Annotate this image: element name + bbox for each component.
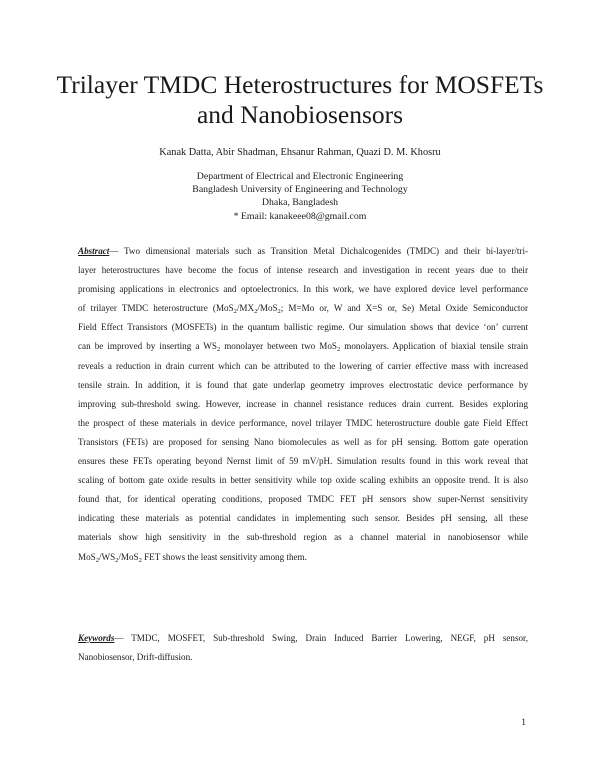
subscript: 2 <box>115 556 119 564</box>
abstract-line: layer heterostructures have become the focus of intense research and investigation in recent years due to their <box>78 265 528 276</box>
keywords-text: TMDC, MOSFET, Sub-threshold Swing, Drain Induced Barrier Lowering, NEGF, pH sensor, <box>131 633 528 643</box>
author-list: Kanak Datta, Abir Shadman, Ehsanur Rahman, Quazi D. M. Khosru <box>159 147 441 158</box>
abstract-text: ; M=Mo or, W and X=S or, Se) Metal Oxide Semiconductor <box>280 303 528 314</box>
abstract-line: ensures these FETs operating beyond Nernst limit of 59 mV/pH. Simulation results found in this work reveal that <box>78 456 528 467</box>
abstract-text: monolayer between two MoS <box>220 341 337 352</box>
abstract-dash: — <box>109 246 125 256</box>
abstract-text: MoS <box>78 551 96 562</box>
abstract-text: can be improved by inserting a WS <box>78 341 217 352</box>
keywords-line: Nanobiosensor, Drift-diffusion. <box>78 652 193 663</box>
abstract-line: tensile strain. In addition, it is found that gate underlap geometry improves electrostatic device performance by <box>78 379 528 390</box>
subscript: 2 <box>138 556 142 564</box>
abstract-text: /MoS <box>257 303 278 314</box>
abstract-line: Transistors (FETs) are proposed for sensing Nano biomolecules as well as for pH sensing. Bottom gate operation <box>78 436 528 447</box>
abstract-line: scaling of bottom gate oxide results in better sensitivity while top oxide scaling exhibits an opposite trend. It is also <box>78 475 528 486</box>
department: Department of Electrical and Electronic Engineering <box>196 171 404 182</box>
keywords <box>78 629 528 667</box>
paper-title <box>40 70 560 130</box>
keywords-label: Keywords <box>78 633 115 643</box>
abstract-text: monolayers. Application of biaxial tensile strain <box>340 341 529 352</box>
abstract-line: Field Effect Transistors (MOSFETs) in the quantum ballistic regime. Our simulation shows that device ‘on’ current <box>78 322 528 333</box>
abstract-line: materials show high sensitivity in the sub-threshold region as a channel material in nanobiosensor while <box>78 532 528 543</box>
abstract-line: found that, for identical operating conditions, proposed TMDC FET pH sensors show super-Nernst sensitivity <box>78 494 528 505</box>
abstract-text: FET shows the least sensitivity among them. <box>141 551 307 562</box>
affiliation-block <box>40 170 560 223</box>
university: Bangladesh University of Engineering and Technology <box>192 184 408 196</box>
subscript: 2 <box>216 346 221 354</box>
abstract-line: promising applications in electronics and optoelectronics. In this work, we have explored device level performance <box>78 284 528 295</box>
subscript: 2 <box>254 308 258 316</box>
abstract-text: Two dimensional materials such as Transition Metal Dichalcogenides (TMDC) and their bi-layer/tri- <box>124 246 529 256</box>
abstract <box>78 242 528 567</box>
subscript: 2 <box>277 308 281 316</box>
city: Dhaka, Bangladesh <box>261 197 339 209</box>
abstract-text: /WS <box>98 551 116 562</box>
abstract-line: improving sub-threshold swing. However, increase in channel resistance reduces drain current. Besides exploring <box>78 398 528 409</box>
abstract-line: reveals a reduction in drain current which can be attributed to the lowering of carrier effective mass with increased <box>78 360 528 371</box>
email: * Email: kanakeee08@gmail.com <box>233 210 367 222</box>
abstract-line <box>78 242 528 261</box>
subscript: 2 <box>233 308 237 316</box>
page-number: 1 <box>521 718 526 728</box>
subscript: 2 <box>95 556 99 564</box>
abstract-line: indicating these materials as potential candidates in implementing such sensor. Besides pH sensing, all these <box>78 513 528 524</box>
abstract-line: the prospect of these materials in device performance, novel trilayer TMDC heterostructure double gate Field Effect <box>78 417 528 428</box>
abstract-line <box>78 548 528 567</box>
subscript: 2 <box>336 346 341 354</box>
abstract-text: /MX <box>236 303 255 314</box>
abstract-text: of trilayer TMDC heterostructure (MoS <box>78 303 234 314</box>
abstract-line <box>78 337 528 356</box>
title-line-2: and Nanobiosensors <box>196 100 404 129</box>
abstract-line <box>78 299 528 318</box>
keywords-line <box>78 629 528 648</box>
title-line-1: Trilayer TMDC Heterostructures for MOSFETs <box>56 70 544 99</box>
abstract-text: /MoS <box>118 551 139 562</box>
abstract-label: Abstract <box>78 246 110 256</box>
keywords-dash: — <box>114 633 132 643</box>
